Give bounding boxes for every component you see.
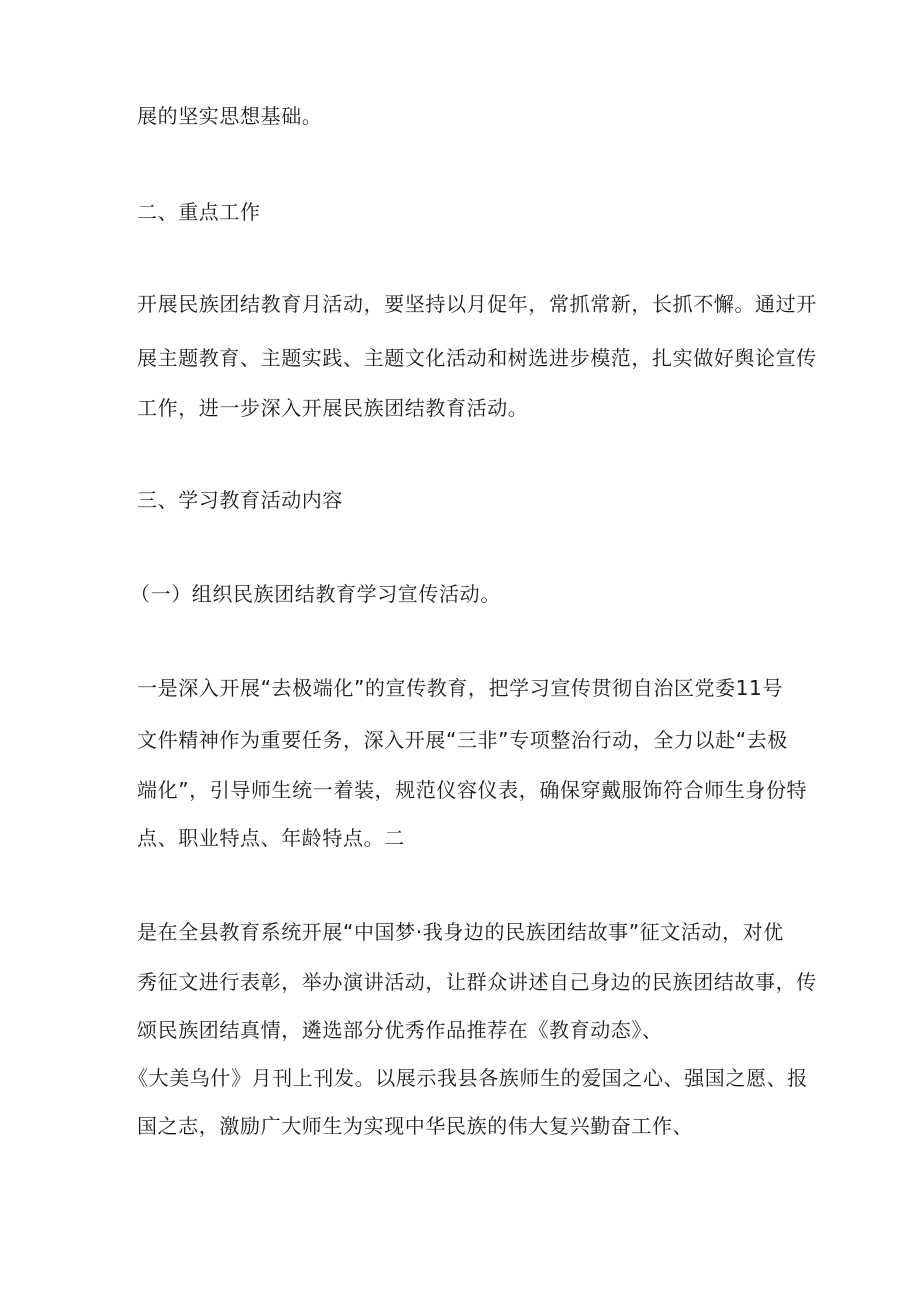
paragraph-line: 开展民族团结教育月活动，要坚持以月促年，常抓常新，长抓不懈。通过开 (137, 292, 817, 316)
paragraph-line: 是在全县教育系统开展“中国梦·我身边的民族团结故事”征文活动，对优 (137, 920, 784, 944)
paragraph-line: 点、职业特点、年龄特点。二 (137, 826, 405, 850)
paragraph-line: 展主题教育、主题实践、主题文化活动和树选进步模范，扎实做好舆论宣传 (137, 346, 817, 370)
paragraph-line: 一是深入开展“去极端化”的宣传教育，把学习宣传贯彻自治区党委11号 (137, 676, 783, 700)
section-heading: 三、学习教育活动内容 (137, 488, 343, 512)
paragraph-line: 展的坚实思想基础。 (137, 104, 323, 128)
paragraph-line: 《大美乌什》月刊上刊发。以展示我县各族师生的爱国之心、强国之愿、报 (128, 1066, 808, 1090)
paragraph-line: 端化”，引导师生统一着装，规范仪容仪表，确保穿戴服饰符合师生身份特 (137, 778, 808, 802)
paragraph-line: 颂民族团结真情，遴选部分优秀作品推荐在《教育动态》、 (137, 1018, 663, 1042)
paragraph-line: 文件精神作为重要任务，深入开展“三非”专项整治行动，全力以赴“去极 (137, 728, 788, 752)
paragraph-line: 国之志，激励广大师生为实现中华民族的伟大复兴勤奋工作、 (137, 1114, 694, 1138)
subsection-heading: （一）组织民族团结教育学习宣传活动。 (130, 582, 501, 606)
section-heading: 二、重点工作 (137, 200, 261, 224)
paragraph-line: 秀征文进行表彰，举办演讲活动，让群众讲述自己身边的民族团结故事，传 (137, 970, 817, 994)
paragraph-line: 工作，进一步深入开展民族团结教育活动。 (137, 396, 529, 420)
